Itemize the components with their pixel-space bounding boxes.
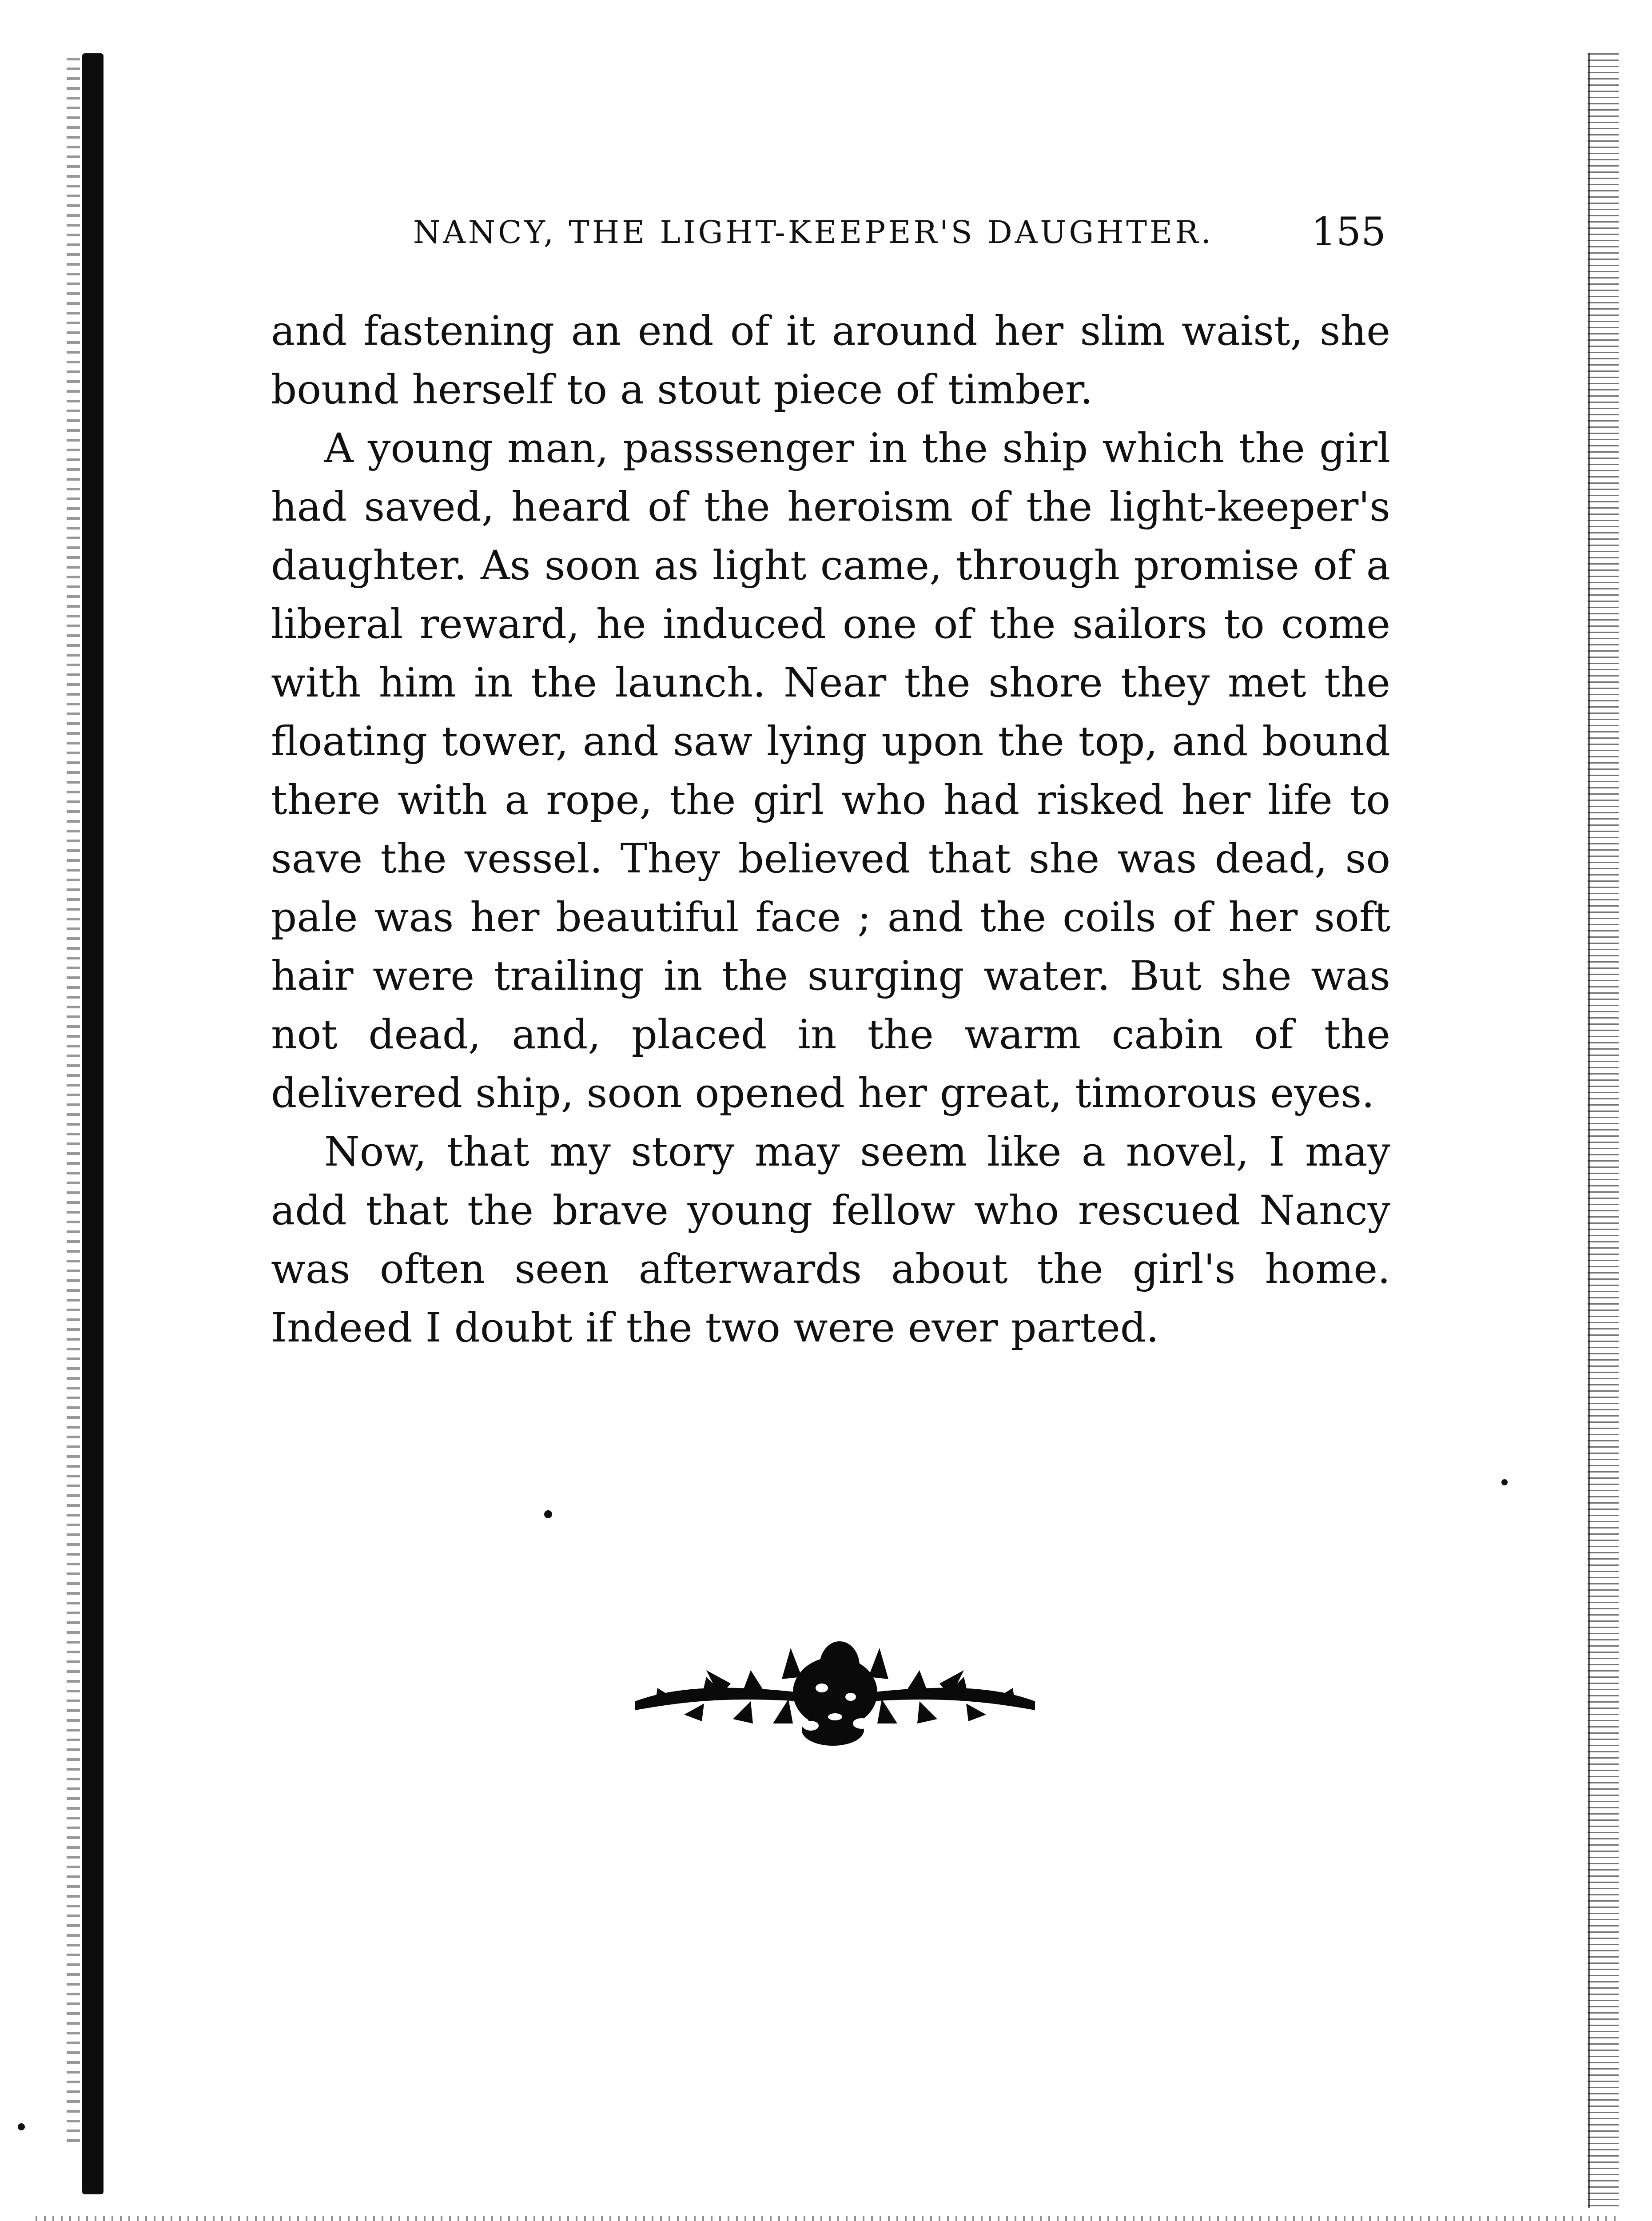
page-header (271, 209, 1386, 258)
paragraph-2: A young man, passsenger in the ship which the girl had saved, heard of the heroism of the light-keeper's daughter. As soon as light came, through promise of a liberal reward, he induced one of the sailors to come with him in the launch. Near the shore they met the floating tower, and saw lying upon the top, and bound there with a rope, the girl who had risked her life to save the vessel. They believed that she was dead, so pale was her beautiful face ; and the coils of her soft hair were trailing in the surging water. But she was not dead, and, placed in the warm cabin of the delivered ship, soon opened her great, timorous eyes. (271, 425, 1390, 1117)
binding-edge (82, 53, 103, 2194)
paragraph-1: and fastening an end of it around her slim waist, she bound herself to a stout piece of timber. (271, 308, 1390, 413)
stray-mark (544, 1510, 552, 1518)
body-text (271, 302, 1390, 1357)
paragraph-3: Now, that my story may seem like a novel, I may add that the brave young fellow who rescued Nancy was often seen afterwards about the girl's home. Indeed I doubt if the two were ever parted. (271, 1129, 1390, 1351)
stray-mark (18, 2123, 25, 2130)
page-number: 155 (1311, 209, 1386, 255)
binding-shadow (67, 58, 80, 2145)
bottom-page-edge (36, 2216, 1617, 2221)
stray-mark (1501, 1479, 1508, 1485)
right-page-edge (1588, 53, 1619, 2208)
floral-tailpiece-icon (631, 1635, 1039, 1755)
running-head: NANCY, THE LIGHT-KEEPER'S DAUGHTER. (413, 214, 1214, 251)
